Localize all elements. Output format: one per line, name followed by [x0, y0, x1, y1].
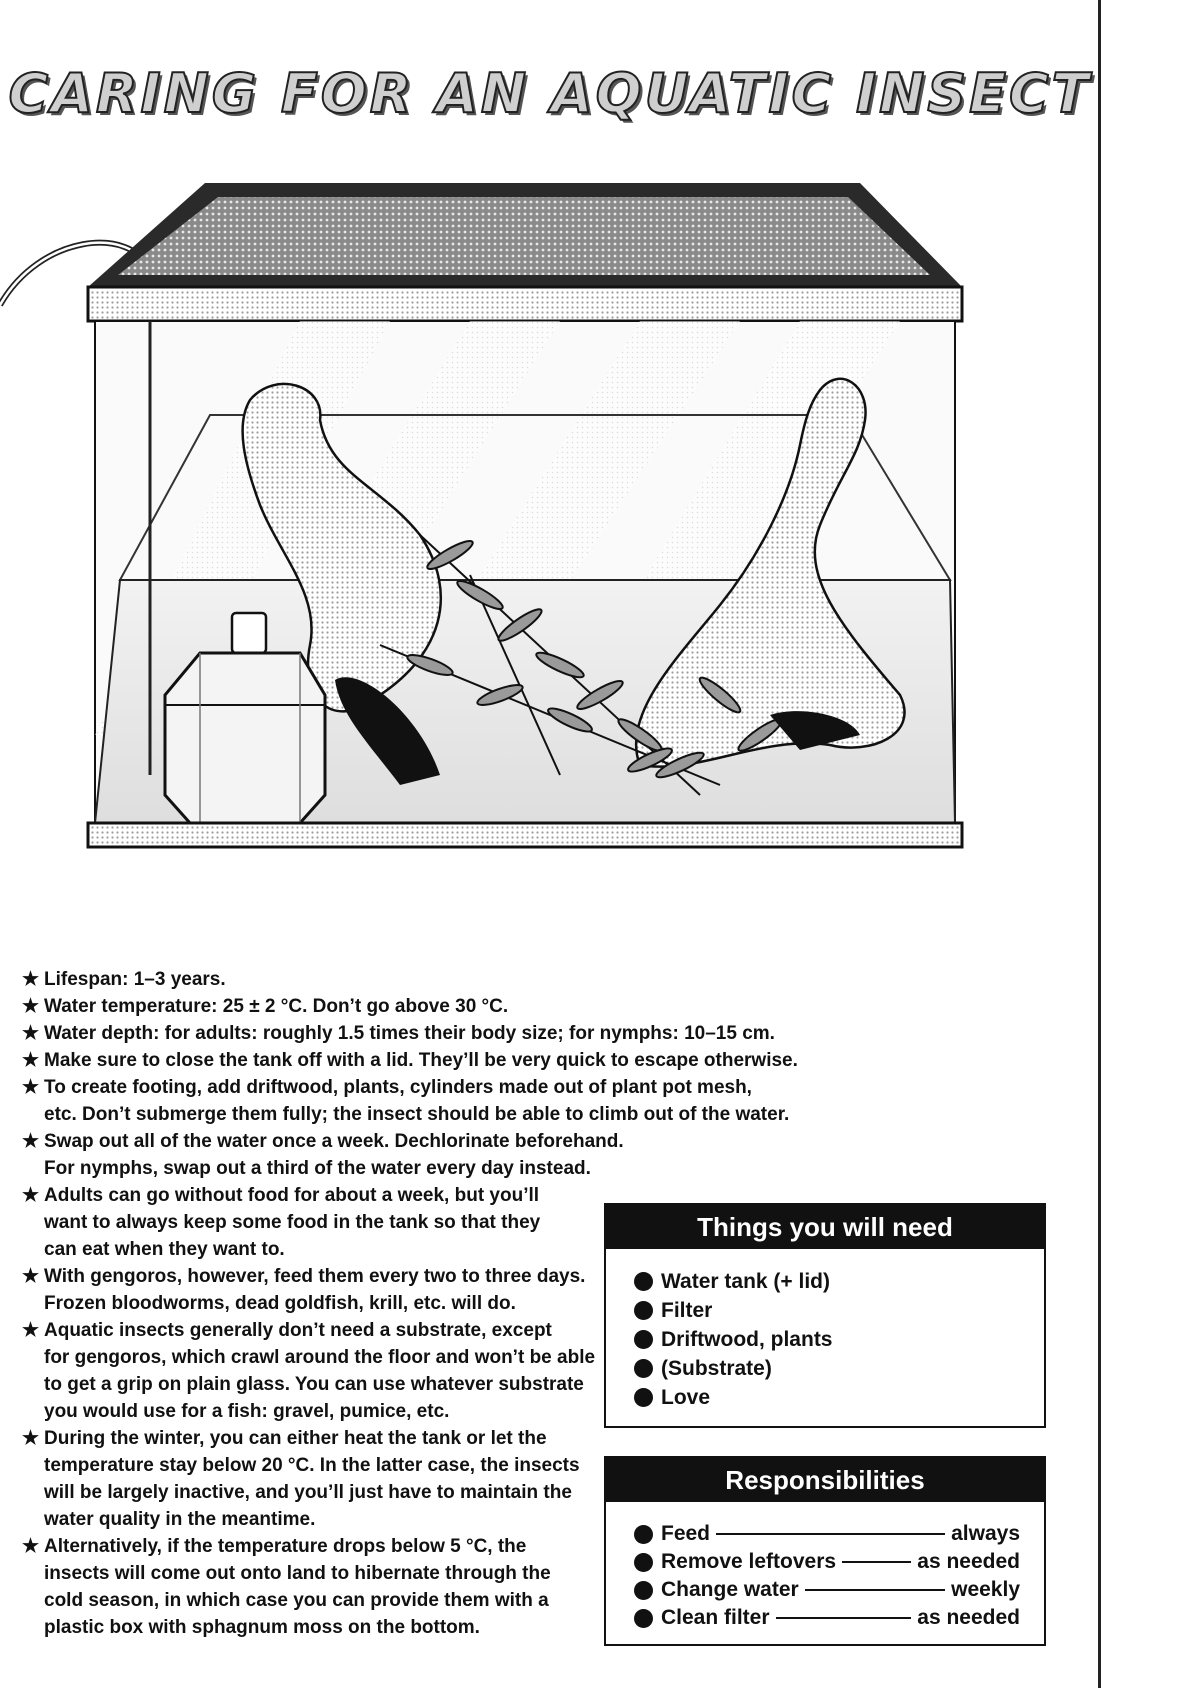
list-item: Filter: [634, 1296, 1044, 1325]
note-hibernation: ★ Alternatively, if the temperature drops below 5 °C, the insects will come out onto land to hibernate through the cold season, in which case you can provide them with a plastic box with sphagnum moss on the bottom.: [22, 1533, 802, 1641]
list-item: Change water weekly: [634, 1576, 1020, 1604]
responsibilities-heading: Responsibilities: [606, 1458, 1044, 1502]
star-icon: ★: [22, 1266, 40, 1287]
bullet-icon: [634, 1359, 653, 1378]
things-needed-box: [604, 1203, 1046, 1428]
star-icon: ★: [22, 1185, 40, 1206]
bullet-icon: [634, 1330, 653, 1349]
star-icon: ★: [22, 1131, 40, 1152]
bullet-icon: [634, 1525, 653, 1544]
tank-bottom-rim: [88, 823, 962, 847]
note-water-depth: ★ Water depth: for adults: roughly 1.5 times their body size; for nymphs: 10–15 cm.: [22, 1020, 802, 1047]
star-icon: ★: [22, 996, 40, 1017]
bullet-icon: [634, 1301, 653, 1320]
responsibilities-list: [606, 1502, 1044, 1644]
bullet-icon: [634, 1388, 653, 1407]
list-item: Remove leftovers as needed: [634, 1548, 1020, 1576]
list-item: Feed always: [634, 1520, 1020, 1548]
star-icon: ★: [22, 1428, 40, 1449]
list-item: Love: [634, 1383, 1044, 1412]
list-item: Water tank (+ lid): [634, 1267, 1044, 1296]
list-item: (Substrate): [634, 1354, 1044, 1383]
things-needed-list: [606, 1249, 1044, 1426]
star-icon: ★: [22, 1320, 40, 1341]
tank-top-rim: [88, 287, 962, 321]
note-lifespan: ★ Lifespan: 1–3 years.: [22, 966, 802, 993]
bullet-icon: [634, 1581, 653, 1600]
list-item: Clean filter as needed: [634, 1604, 1020, 1632]
aquarium-illustration: [0, 175, 1100, 915]
note-adult-feeding: ★ Adults can go without food for about a week, but you’ll want to always keep some food in the tank so that they can eat when they want to.: [22, 1182, 802, 1263]
star-icon: ★: [22, 1023, 40, 1044]
note-footing: ★ To create footing, add driftwood, plants, cylinders made out of plant pot mesh, etc. Don’t submerge them fully; the insect should be able to climb out of the water.: [22, 1074, 802, 1128]
leader-line: [776, 1617, 912, 1619]
leader-line: [716, 1533, 945, 1535]
note-gengoro-feeding: ★ With gengoros, however, feed them every two to three days. Frozen bloodworms, dead goldfish, krill, etc. will do.: [22, 1263, 802, 1317]
star-icon: ★: [22, 1077, 40, 1098]
list-item: Driftwood, plants: [634, 1325, 1044, 1354]
responsibilities-box: [604, 1456, 1046, 1646]
things-needed-heading: Things you will need: [606, 1205, 1044, 1249]
note-winter: ★ During the winter, you can either heat the tank or let the temperature stay below 20 °C. In the latter case, the insects will be largely inactive, and you’ll just have to maintain the water quality in the meantime.: [22, 1425, 802, 1533]
star-icon: ★: [22, 1050, 40, 1071]
page-title: CARING FOR AN AQUATIC INSECT: [8, 62, 1092, 125]
star-icon: ★: [22, 1536, 40, 1557]
note-water-temperature: ★ Water temperature: 25 ± 2 °C. Don’t go above 30 °C.: [22, 993, 802, 1020]
bullet-icon: [634, 1272, 653, 1291]
note-lid: ★ Make sure to close the tank off with a lid. They’ll be very quick to escape otherwise.: [22, 1047, 802, 1074]
bullet-icon: [634, 1609, 653, 1628]
leader-line: [842, 1561, 911, 1563]
note-water-change: ★ Swap out all of the water once a week. Dechlorinate beforehand. For nymphs, swap out a third of the water every day instead.: [22, 1128, 802, 1182]
note-substrate: ★ Aquatic insects generally don’t need a substrate, except for gengoros, which crawl around the floor and won’t be able to get a grip on plain glass. You can use whatever substrate you would use for a fish: gravel, pumice, etc.: [22, 1317, 802, 1425]
leader-line: [805, 1589, 945, 1591]
star-icon: ★: [22, 969, 40, 990]
bullet-icon: [634, 1553, 653, 1572]
